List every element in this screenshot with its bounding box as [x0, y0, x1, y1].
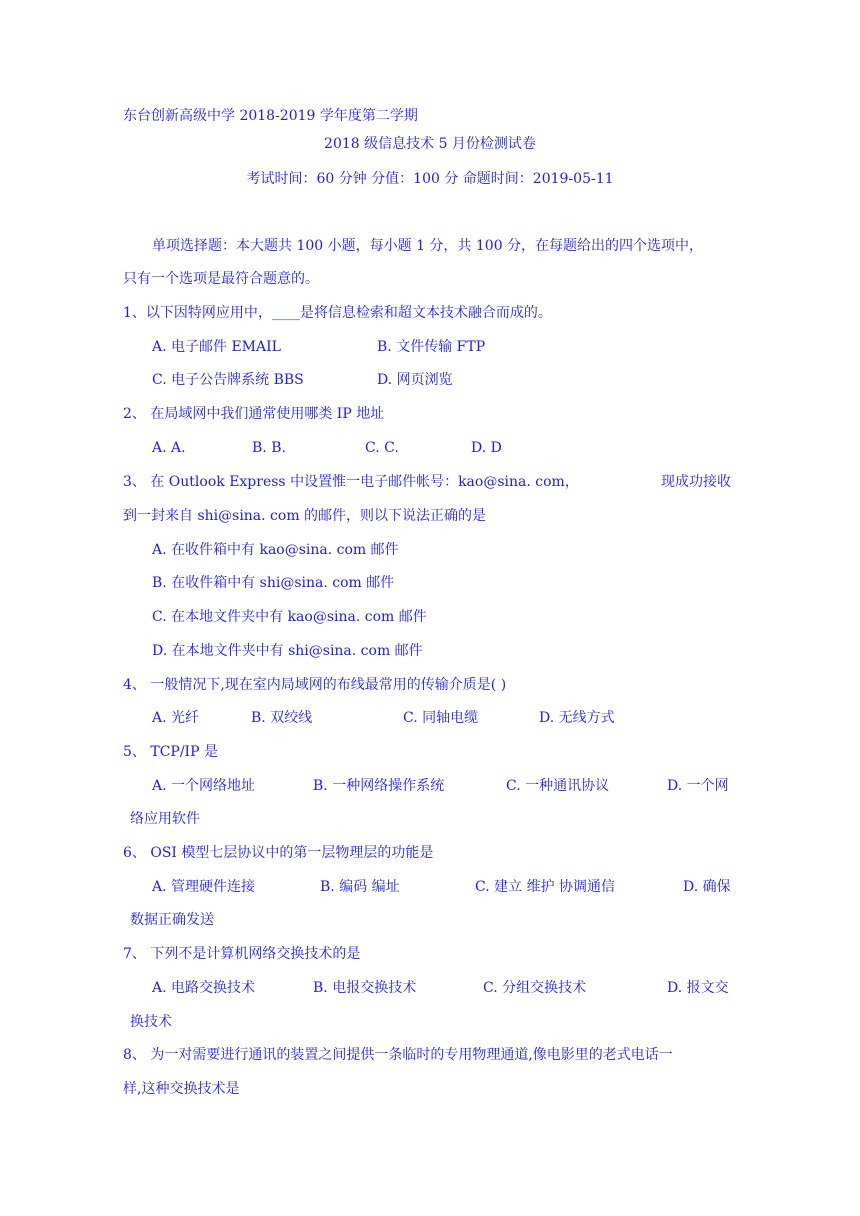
- question-4-option-a: A. 光纤: [152, 710, 200, 726]
- question-6-option-a: A. 管理硬件连接: [152, 879, 256, 895]
- question-7-stem: 7、 下列不是计算机网络交换技术的是: [123, 946, 361, 962]
- question-7-option-b: B. 电报交换技术: [313, 980, 417, 996]
- question-8-stem-line-1: 8、 为一对需要进行通讯的装置之间提供一条临时的专用物理通道,像电影里的老式电话一: [123, 1047, 673, 1063]
- school-term-title: 东台创新高级中学 2018-2019 学年度第二学期: [123, 108, 418, 124]
- question-2-option-c: C. C.: [365, 440, 399, 456]
- question-6-option-d-continued: 数据正确发送: [130, 912, 214, 928]
- question-2-option-d: D. D: [471, 440, 502, 456]
- question-3-option-a: A. 在收件箱中有 kao@sina. com 邮件: [152, 542, 399, 558]
- question-6-stem: 6、 OSI 模型七层协议中的第一层物理层的功能是: [123, 845, 434, 861]
- question-3-option-d: D. 在本地文件夹中有 shi@sina. com 邮件: [152, 643, 423, 659]
- question-4-option-d: D. 无线方式: [539, 710, 615, 726]
- question-2-option-b: B. B.: [252, 440, 286, 456]
- question-5-option-d: D. 一个网: [667, 778, 729, 794]
- question-7-option-d-continued: 换技术: [130, 1014, 172, 1030]
- question-4-option-c: C. 同轴电缆: [403, 710, 479, 726]
- instructions-line-2: 只有一个选项是最符合题意的。: [123, 271, 319, 287]
- question-1-option-b: B. 文件传输 FTP: [377, 339, 486, 355]
- question-4-option-b: B. 双绞线: [251, 710, 313, 726]
- question-6-option-b: B. 编码 编址: [320, 879, 400, 895]
- question-6-option-c: C. 建立 维护 协调通信: [475, 879, 616, 895]
- question-7-option-d: D. 报文交: [667, 980, 729, 996]
- question-6-option-d: D. 确保: [683, 879, 731, 895]
- question-4-stem: 4、 一般情况下,现在室内局域网的布线最常用的传输介质是( ): [123, 677, 507, 693]
- instructions-line-1: 单项选择题：本大题共 100 小题，每小题 1 分，共 100 分，在每题给出的四个选项中，: [152, 238, 704, 254]
- question-1-option-a: A. 电子邮件 EMAIL: [152, 339, 281, 355]
- exam-title: 2018 级信息技术 5 月份检测试卷: [324, 136, 536, 152]
- question-5-option-a: A. 一个网络地址: [152, 778, 256, 794]
- question-5-option-d-continued: 络应用软件: [130, 811, 200, 827]
- question-2-stem: 2、 在局域网中我们通常使用哪类 IP 地址: [123, 406, 385, 422]
- exam-info: 考试时间：60 分钟 分值：100 分 命题时间：2019-05-11: [246, 171, 614, 187]
- question-3-option-c: C. 在本地文件夹中有 kao@sina. com 邮件: [152, 609, 427, 625]
- question-7-option-c: C. 分组交换技术: [483, 980, 587, 996]
- question-3-stem-line-1: 3、 在 Outlook Express 中设置惟一电子邮件帐号：kao@sina. com，: [123, 474, 579, 490]
- question-3-option-b: B. 在收件箱中有 shi@sina. com 邮件: [152, 575, 395, 591]
- question-5-option-b: B. 一种网络操作系统: [313, 778, 445, 794]
- question-5-stem: 5、 TCP/IP 是: [123, 744, 218, 760]
- question-3-stem-line-1-end: 现成功接收: [661, 474, 731, 490]
- question-1-option-d: D. 网页浏览: [377, 372, 453, 388]
- question-1-stem: 1、以下因特网应用中，____是将信息检索和超文本技术融合而成的。: [123, 305, 552, 321]
- question-5-option-c: C. 一种通讯协议: [506, 778, 610, 794]
- question-8-stem-line-2: 样,这种交换技术是: [123, 1081, 240, 1097]
- question-7-option-a: A. 电路交换技术: [152, 980, 256, 996]
- question-1-option-c: C. 电子公告牌系统 BBS: [152, 372, 304, 388]
- question-2-option-a: A. A.: [152, 440, 186, 456]
- question-3-stem-line-2: 到一封来自 shi@sina. com 的邮件，则以下说法正确的是: [123, 508, 487, 524]
